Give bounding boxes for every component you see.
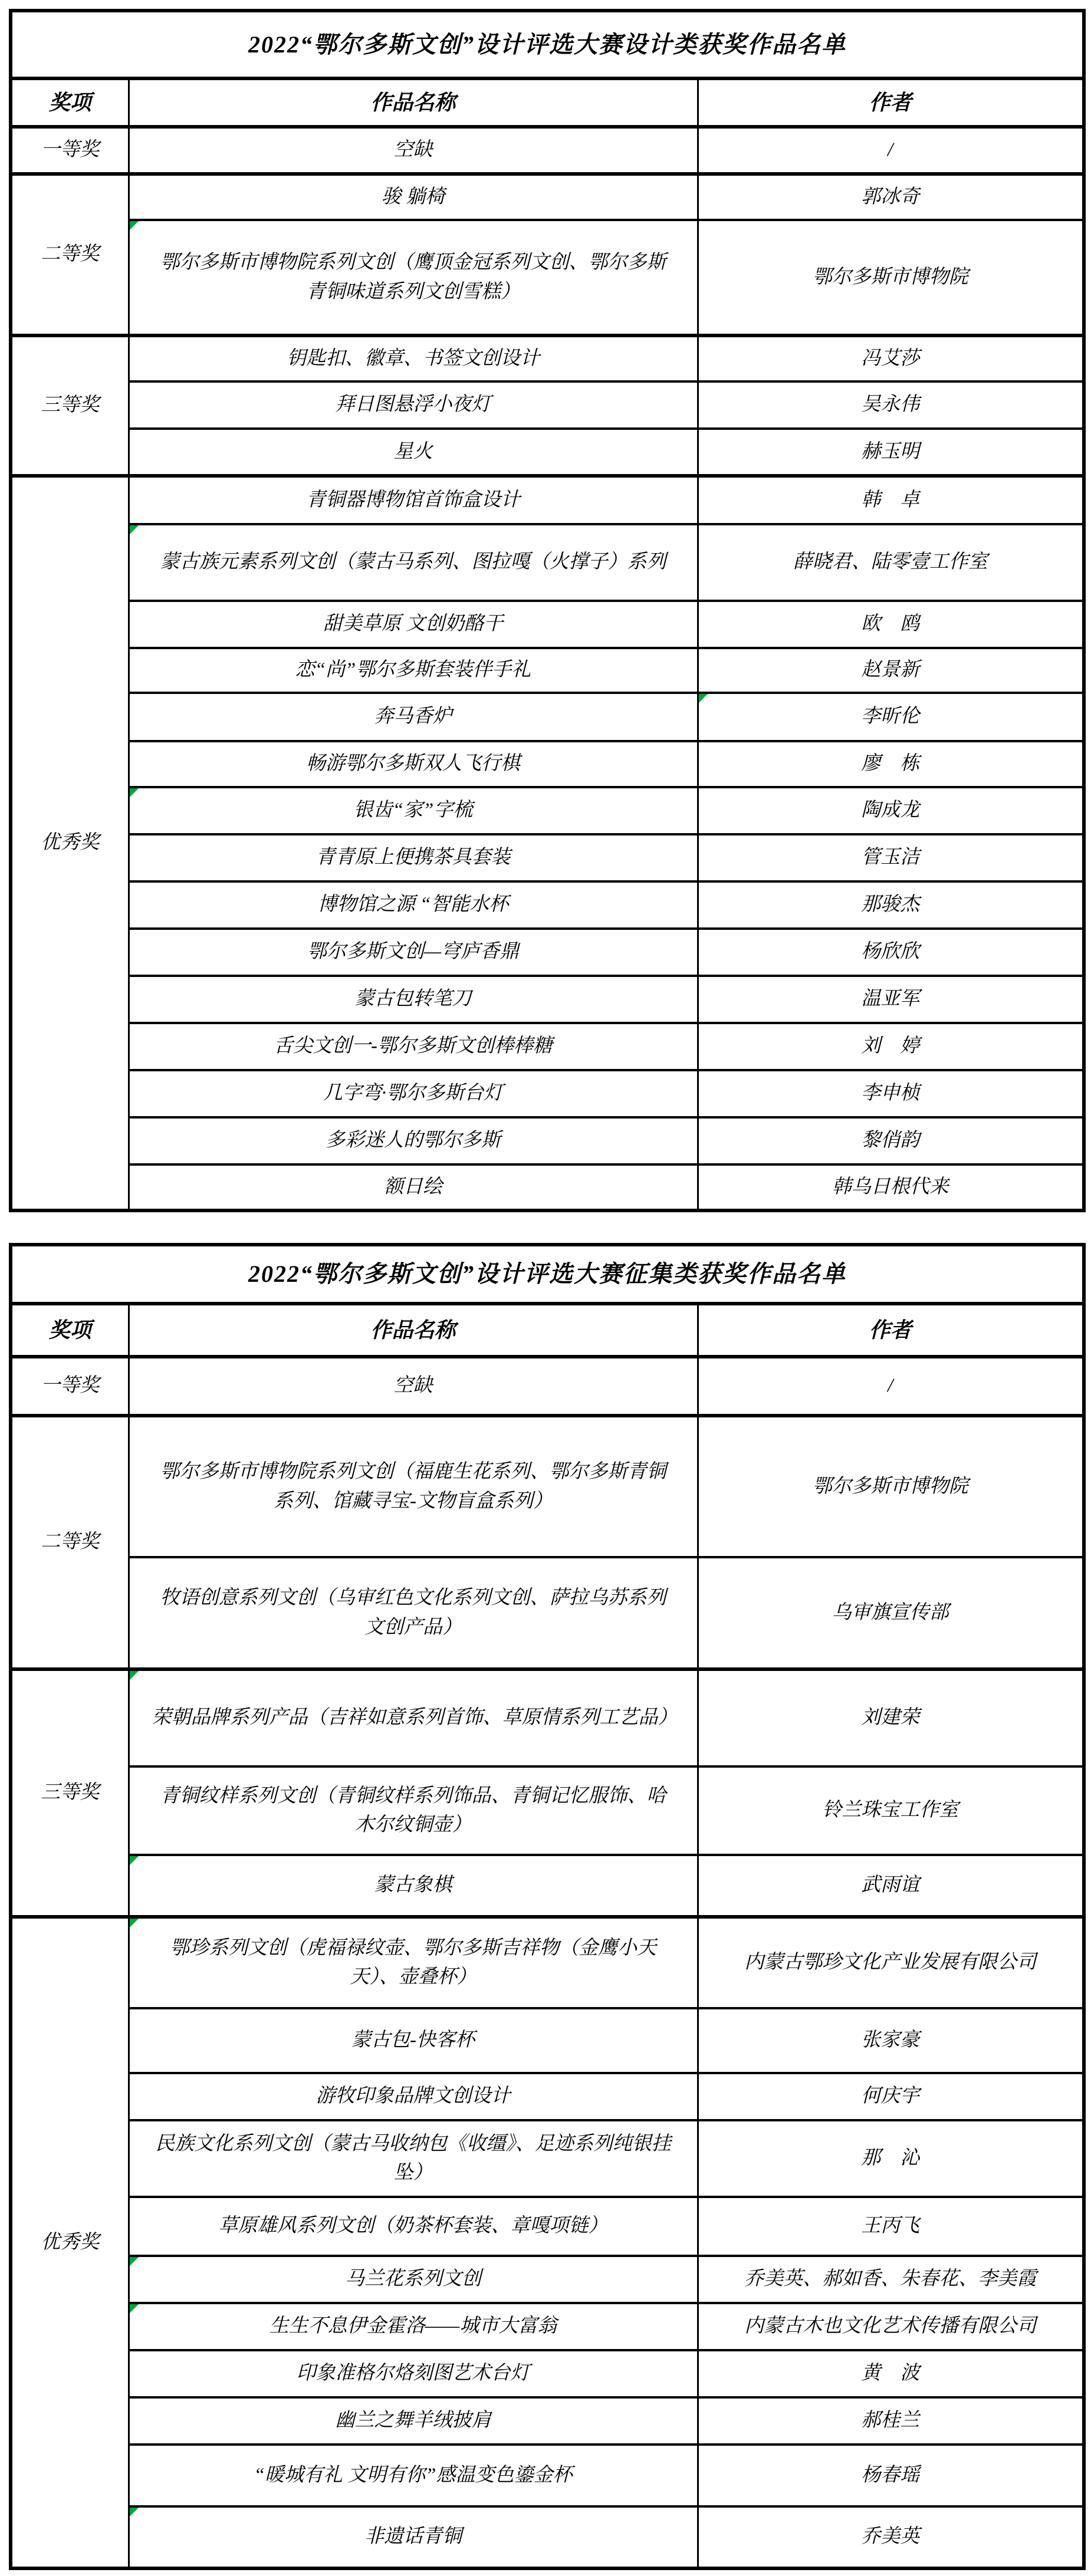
table-gap: [9, 1212, 1082, 1243]
work-name-cell: 马兰花系列文创: [129, 2256, 698, 2303]
work-name-cell: 印象准格尔烙刻图艺术台灯: [129, 2350, 698, 2397]
collection-category-award-table: [9, 1243, 1086, 2570]
column-header-award-tier: 奖项: [11, 1304, 129, 1357]
comment-marker-icon: [130, 525, 139, 534]
award-tier-cell: 三等奖: [11, 335, 129, 476]
author-cell: 赵景新: [698, 648, 1084, 693]
award-row: [11, 429, 1084, 476]
award-row: [11, 787, 1084, 834]
work-name-cell: 蒙古象棋: [129, 1855, 698, 1917]
work-name-cell: 银齿“家”字梳: [129, 787, 698, 834]
author-cell: 韩乌日根代来: [698, 1164, 1084, 1210]
author-cell: 赫玉明: [698, 429, 1084, 476]
work-name-cell: 恋“尚”鄂尔多斯套装伴手礼: [129, 648, 698, 693]
award-row: [11, 881, 1084, 929]
work-name-cell: 青青原上便携茶具套装: [129, 834, 698, 881]
award-row: [11, 1357, 1084, 1416]
award-row: [11, 2303, 1084, 2350]
author-cell: 欧 鸥: [698, 601, 1084, 648]
award-row: [11, 1117, 1084, 1164]
author-cell: 吴永伟: [698, 381, 1084, 429]
author-cell: 郝桂兰: [698, 2397, 1084, 2445]
award-row: [11, 2256, 1084, 2303]
award-row: [11, 524, 1084, 601]
author-cell: 李昕伦: [698, 693, 1084, 741]
award-tier-cell: 二等奖: [11, 1416, 129, 1669]
comment-marker-icon: [130, 2257, 139, 2266]
author-cell: 铃兰珠宝工作室: [698, 1766, 1084, 1855]
award-row: [11, 1557, 1084, 1669]
author-cell: /: [698, 127, 1084, 174]
author-cell: 鄂尔多斯市博物院: [698, 220, 1084, 335]
award-tier-cell: 一等奖: [11, 1357, 129, 1416]
award-row: [11, 693, 1084, 741]
award-row: [11, 834, 1084, 881]
work-name-cell: 牧语创意系列文创（乌审红色文化系列文创、萨拉乌苏系列文创产品）: [129, 1557, 698, 1669]
work-name-cell: 草原雄风系列文创（奶茶杯套装、章嘎项链）: [129, 2197, 698, 2256]
table-title: 2022“鄂尔多斯文创”设计评选大赛设计类获奖作品名单: [11, 11, 1084, 78]
award-row: [11, 2506, 1084, 2568]
work-name-cell: 鄂尔多斯市博物院系列文创（福鹿生花系列、鄂尔多斯青铜系列、馆藏寻宝-文物盲盒系列）: [129, 1416, 698, 1557]
award-row: [11, 2350, 1084, 2397]
author-cell: 乔美英、郝如香、朱春花、李美霞: [698, 2256, 1084, 2303]
award-row: [11, 174, 1084, 220]
award-row: [11, 127, 1084, 174]
award-row: [11, 1669, 1084, 1766]
work-name-cell: 博物馆之源 “智能水杯: [129, 881, 698, 929]
work-name-cell: 生生不息伊金霍洛——城市大富翁: [129, 2303, 698, 2350]
award-row: [11, 1416, 1084, 1557]
author-cell: 内蒙古木也文化艺术传播有限公司: [698, 2303, 1084, 2350]
award-tier-cell: 二等奖: [11, 174, 129, 335]
work-name-cell: 蒙古族元素系列文创（蒙古马系列、图拉嘎（火撑子）系列: [129, 524, 698, 601]
author-cell: 杨欣欣: [698, 929, 1084, 976]
award-row: [11, 929, 1084, 976]
comment-marker-icon: [130, 788, 139, 797]
author-cell: 陶成龙: [698, 787, 1084, 834]
author-cell: 黄 波: [698, 2350, 1084, 2397]
work-name-cell: 畅游鄂尔多斯双人飞行棋: [129, 741, 698, 787]
award-row: [11, 1917, 1084, 2008]
author-cell: /: [698, 1357, 1084, 1416]
column-header-author: 作者: [698, 78, 1084, 127]
comment-marker-icon: [699, 694, 708, 703]
award-row: [11, 1164, 1084, 1210]
author-cell: 温亚军: [698, 976, 1084, 1023]
work-name-cell: 幽兰之舞羊绒披肩: [129, 2397, 698, 2445]
work-name-cell: 青铜器博物馆首饰盒设计: [129, 476, 698, 524]
award-row: [11, 1070, 1084, 1117]
award-row: [11, 1855, 1084, 1917]
work-name-cell: 鄂珍系列文创（虎福禄纹壶、鄂尔多斯吉祥物（金鹰小天天）、壶叠杯）: [129, 1917, 698, 2008]
author-cell: 黎俏韵: [698, 1117, 1084, 1164]
work-name-cell: 空缺: [129, 1357, 698, 1416]
award-row: [11, 2397, 1084, 2445]
author-cell: 刘 婷: [698, 1023, 1084, 1070]
award-row: [11, 335, 1084, 381]
award-row: [11, 2073, 1084, 2120]
work-name-cell: 奔马香炉: [129, 693, 698, 741]
author-cell: 王丙飞: [698, 2197, 1084, 2256]
work-name-cell: “暖城有礼 文明有你”感温变色鎏金杯: [129, 2445, 698, 2506]
design-category-award-table: [9, 9, 1086, 1212]
work-name-cell: 蒙古包转笔刀: [129, 976, 698, 1023]
work-name-cell: 多彩迷人的鄂尔多斯: [129, 1117, 698, 1164]
author-cell: 武雨谊: [698, 1855, 1084, 1917]
work-name-cell: 游牧印象品牌文创设计: [129, 2073, 698, 2120]
award-row: [11, 1023, 1084, 1070]
work-name-cell: 星火: [129, 429, 698, 476]
award-row: [11, 220, 1084, 335]
work-name-cell: 蒙古包-快客杯: [129, 2008, 698, 2073]
author-cell: 内蒙古鄂珍文化产业发展有限公司: [698, 1917, 1084, 2008]
work-name-cell: 非遗话青铜: [129, 2506, 698, 2568]
work-name-cell: 骏 躺椅: [129, 174, 698, 220]
award-row: [11, 976, 1084, 1023]
column-header-award-tier: 奖项: [11, 78, 129, 127]
work-name-cell: 钥匙扣、徽章、书签文创设计: [129, 335, 698, 381]
comment-marker-icon: [130, 221, 139, 230]
author-cell: 郭冰奇: [698, 174, 1084, 220]
author-cell: 乔美英: [698, 2506, 1084, 2568]
award-row: [11, 381, 1084, 429]
work-name-cell: 青铜纹样系列文创（青铜纹样系列饰品、青铜记忆服饰、哈木尔纹铜壶）: [129, 1766, 698, 1855]
author-cell: 李申桢: [698, 1070, 1084, 1117]
comment-marker-icon: [130, 1919, 139, 1927]
award-row: [11, 476, 1084, 524]
work-name-cell: 鄂尔多斯文创—穹庐香鼎: [129, 929, 698, 976]
author-cell: 冯艾莎: [698, 335, 1084, 381]
author-cell: 鄂尔多斯市博物院: [698, 1416, 1084, 1557]
column-header-work-name: 作品名称: [129, 1304, 698, 1357]
author-cell: 乌审旗宣传部: [698, 1557, 1084, 1669]
comment-marker-icon: [130, 2304, 139, 2313]
work-name-cell: 荣朝品牌系列产品（吉祥如意系列首饰、草原情系列工艺品）: [129, 1669, 698, 1766]
award-row: [11, 2120, 1084, 2197]
comment-marker-icon: [130, 1856, 139, 1865]
author-cell: 管玉洁: [698, 834, 1084, 881]
author-cell: 何庆宇: [698, 2073, 1084, 2120]
author-cell: 张家豪: [698, 2008, 1084, 2073]
author-cell: 那 沁: [698, 2120, 1084, 2197]
work-name-cell: 甜美草原 文创奶酪干: [129, 601, 698, 648]
comment-marker-icon: [130, 1671, 139, 1680]
award-row: [11, 1766, 1084, 1855]
author-cell: 薛晓君、陆零壹工作室: [698, 524, 1084, 601]
author-cell: 廖 栋: [698, 741, 1084, 787]
award-tier-cell: 优秀奖: [11, 1917, 129, 2568]
work-name-cell: 民族文化系列文创（蒙古马收纳包《收缰》、足迹系列纯银挂坠）: [129, 2120, 698, 2197]
author-cell: 杨春瑶: [698, 2445, 1084, 2506]
award-row: [11, 741, 1084, 787]
work-name-cell: 鄂尔多斯市博物院系列文创（鹰顶金冠系列文创、鄂尔多斯青铜味道系列文创雪糕）: [129, 220, 698, 335]
author-cell: 韩 卓: [698, 476, 1084, 524]
award-tier-cell: 优秀奖: [11, 476, 129, 1210]
award-row: [11, 2445, 1084, 2506]
award-tier-cell: 一等奖: [11, 127, 129, 174]
comment-marker-icon: [130, 2508, 139, 2516]
work-name-cell: 额日绘: [129, 1164, 698, 1210]
award-tier-cell: 三等奖: [11, 1669, 129, 1917]
column-header-work-name: 作品名称: [129, 78, 698, 127]
award-row: [11, 2008, 1084, 2073]
award-row: [11, 2197, 1084, 2256]
table-title: 2022“鄂尔多斯文创”设计评选大赛征集类获奖作品名单: [11, 1245, 1084, 1304]
author-cell: 刘建荣: [698, 1669, 1084, 1766]
work-name-cell: 拜日图悬浮小夜灯: [129, 381, 698, 429]
work-name-cell: 空缺: [129, 127, 698, 174]
work-name-cell: 舌尖文创一-鄂尔多斯文创棒棒糖: [129, 1023, 698, 1070]
award-row: [11, 601, 1084, 648]
column-header-author: 作者: [698, 1304, 1084, 1357]
author-cell: 那骏杰: [698, 881, 1084, 929]
award-row: [11, 648, 1084, 693]
work-name-cell: 几字弯·鄂尔多斯台灯: [129, 1070, 698, 1117]
